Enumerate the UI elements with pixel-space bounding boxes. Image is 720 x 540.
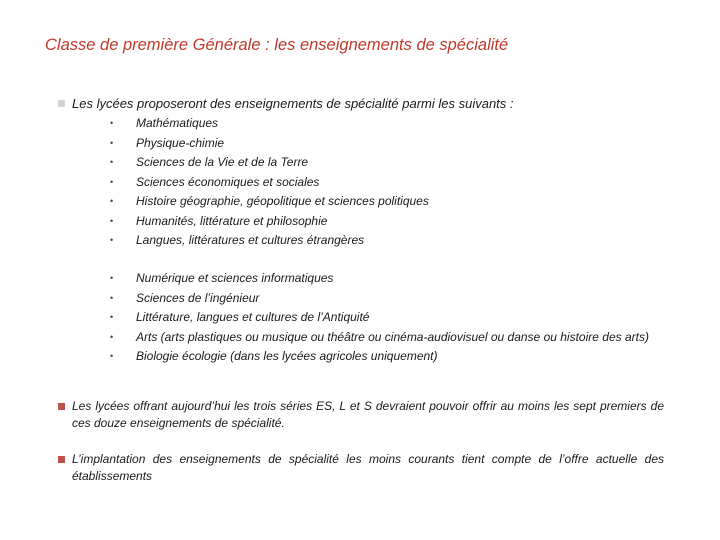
list-item-text: Biologie écologie (dans les lycées agricoles uniquement): [136, 349, 438, 363]
list-item-text: Histoire géographie, géopolitique et sciences politiques: [136, 194, 429, 208]
list-item: [110, 212, 662, 232]
list-item-text: Sciences économiques et sociales: [136, 174, 320, 189]
bullet-dot-icon: •: [110, 235, 114, 245]
list-item-text: Mathématiques: [136, 116, 219, 130]
list-item: [110, 309, 662, 325]
paragraph-block-2: [58, 451, 664, 485]
bullet-dot-icon: •: [110, 196, 114, 206]
list-item: [110, 329, 662, 345]
bullet-dot-icon: •: [110, 331, 114, 342]
list-item: [110, 348, 662, 364]
square-bullet-icon: [58, 456, 65, 463]
list-item-text: Langues, littératures et cultures étrangères: [136, 233, 365, 247]
list-item: [110, 114, 662, 134]
bullet-dot-icon: •: [110, 118, 114, 128]
intro-block: [58, 95, 664, 112]
list-item: [110, 192, 662, 212]
square-bullet-icon: [58, 100, 65, 107]
list-item-text: Arts (arts plastiques ou musique ou théâtre ou cinéma-audiovisuel ou danse ou histoire des arts): [136, 329, 649, 344]
list-item-text: Littérature, langues et cultures de l’Antiquité: [136, 310, 370, 324]
list-item: [110, 153, 662, 173]
bullet-dot-icon: •: [110, 137, 114, 148]
list-item-text: Sciences de la Vie et de la Terre: [136, 155, 309, 169]
list-item: [110, 134, 662, 154]
list-item: [110, 231, 662, 251]
list-item: [110, 173, 662, 193]
paragraph-text: Les lycées offrant aujourd’hui les trois séries ES, L et S devraient pouvoir offrir au moins les sept premiers de ces douze enseignements de spécialité.: [72, 399, 664, 430]
intro-text: Les lycées proposeront des enseignements de spécialité parmi les suivants :: [72, 96, 514, 111]
list-item-text: Numérique et sciences informatiques: [136, 271, 334, 285]
specialty-list-2: [110, 270, 662, 368]
list-item: [110, 270, 662, 286]
square-bullet-icon: [58, 403, 65, 410]
paragraph-text: L’implantation des enseignements de spécialité les moins courants tient compte de l’offre actuelle des établissements: [72, 452, 664, 483]
list-item-text: Sciences de l’ingénieur: [136, 290, 260, 305]
bullet-dot-icon: •: [110, 273, 114, 283]
bullet-dot-icon: •: [110, 312, 114, 322]
bullet-dot-icon: •: [110, 292, 114, 303]
list-item: [110, 290, 662, 306]
bullet-dot-icon: •: [110, 176, 114, 187]
list-item-text: Physique-chimie: [136, 135, 225, 150]
bullet-dot-icon: •: [110, 215, 114, 226]
specialty-list-1: [110, 114, 662, 251]
list-item-text: Humanités, littérature et philosophie: [136, 213, 328, 228]
bullet-dot-icon: •: [110, 351, 114, 361]
paragraph-block-1: [58, 398, 664, 432]
bullet-dot-icon: •: [110, 157, 114, 167]
slide-title: Classe de première Générale : les enseignements de spécialité: [45, 36, 509, 54]
